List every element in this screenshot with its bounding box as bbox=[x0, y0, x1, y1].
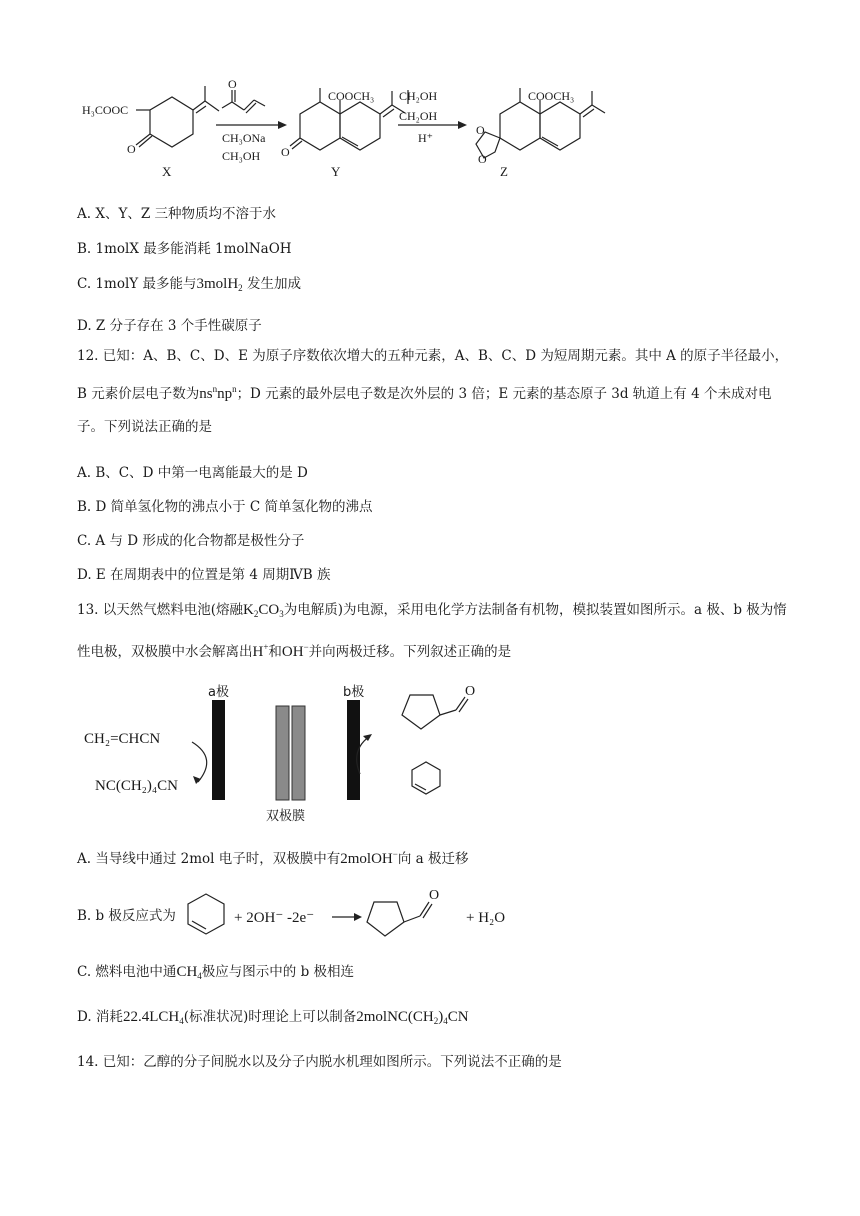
q13-c-formula-sub: 4 bbox=[197, 971, 202, 981]
q12-stem-part1: 12. 已知：A、B、C、D、E 为原子序数依次增大的五种元素，A、B、C、D 为短周期元素。其中 A 的原子半径最小，B 元素价层电子数为 bbox=[77, 348, 789, 402]
electrode-b-label: b极 bbox=[343, 685, 365, 700]
q13-stem-part3: 并向两极迁移。下列叙述正确的是 bbox=[308, 644, 512, 660]
q13-d-formula2-b: ) bbox=[438, 1009, 444, 1025]
q13-k-sub: 2 bbox=[253, 609, 259, 619]
q13-stem-part2: 为电解质)为电源，采用电化学方法制备有机物，模拟装置如图所示。a 极、b 极为惰性电极，双极膜中水会解离出 bbox=[77, 602, 787, 660]
q13-a-formula-sup: − bbox=[392, 849, 398, 859]
z-oxygen-2: O bbox=[478, 152, 487, 166]
q13-a-suffix: 向 a 极迁移 bbox=[397, 851, 469, 867]
q13-oh: OH bbox=[281, 644, 304, 660]
q13-stem bbox=[77, 594, 789, 669]
q12-np: np bbox=[217, 386, 233, 402]
q13-k2co3 bbox=[243, 602, 284, 618]
compound-z-label: Z bbox=[500, 164, 508, 179]
q13-d-formula1 bbox=[123, 1009, 184, 1025]
q11-c-formula-sub: 2 bbox=[238, 283, 243, 293]
reagent1-oxygen: O bbox=[228, 77, 237, 91]
q13-and: 和 bbox=[268, 644, 282, 660]
q12-option-b: B. D 简单氢化物的沸点小于 C 简单氢化物的沸点 bbox=[77, 499, 373, 515]
q13-d-formula1-sub: 4 bbox=[179, 1016, 184, 1026]
q13-c-prefix: C. 燃料电池中通 bbox=[77, 964, 177, 980]
reagent1-line2: CH₃OH bbox=[222, 149, 261, 163]
q13-option-d bbox=[77, 1005, 469, 1026]
q11-option-a: A. X、Y、Z 三种物质均不溶于水 bbox=[77, 206, 277, 222]
q13-b-tail: + H₂O bbox=[466, 910, 506, 926]
q11-c-formula-main: 3molH bbox=[196, 276, 239, 292]
q12-option-d: D. E 在周期表中的位置是第 4 周期ⅣB 族 bbox=[77, 567, 331, 583]
q13-co: CO bbox=[258, 602, 280, 618]
q13-d-prefix: D. 消耗 bbox=[77, 1009, 123, 1025]
q13-d-formula2-c: CN bbox=[447, 1009, 469, 1025]
q12-np-sup: n bbox=[232, 384, 237, 394]
q13-a-formula-main: 2molOH bbox=[340, 851, 393, 867]
q13-option-c bbox=[77, 960, 354, 981]
q14-stem: 14. 已知：乙醇的分子间脱水以及分子内脱水机理如图所示。下列说法不正确的是 bbox=[77, 1054, 562, 1070]
q13-co-sub: 3 bbox=[279, 609, 284, 619]
membrane-label: 双极膜 bbox=[266, 809, 306, 824]
q13-d-formula2-sub1: 2 bbox=[433, 1016, 439, 1026]
x-ketone-oxygen: O bbox=[127, 142, 136, 156]
q11-option-c-formula bbox=[196, 276, 242, 292]
q12-stem bbox=[77, 340, 789, 444]
q13-stem-part1: 13. 以天然气燃料电池(熔融 bbox=[77, 602, 244, 618]
compound-y-label: Y bbox=[331, 164, 341, 179]
q13-b-oxygen: O bbox=[429, 888, 440, 903]
q11-option-c-prefix: C. 1molY 最多能与 bbox=[77, 276, 197, 292]
x-ester-label: H₃COOC bbox=[82, 103, 129, 117]
q12-option-c: C. A 与 D 形成的化合物都是极性分子 bbox=[77, 533, 305, 549]
q13-oh-ion bbox=[282, 644, 309, 660]
q13-d-formula2-sub2: 4 bbox=[443, 1016, 448, 1026]
q13-d-formula1-main: 22.4LCH bbox=[122, 1009, 180, 1025]
q13-d-formula2-a: 2molNC(CH bbox=[356, 1009, 434, 1025]
reagent1-line1: CH₃ONa bbox=[222, 131, 266, 145]
q13-oh-sup: − bbox=[303, 642, 309, 652]
q13-option-b-equation bbox=[0, 880, 860, 950]
q12-stem-part2: ；D 元素的最外层电子数是次外层的 3 倍；E 元素的基态原子 3d 轨道上有 4 个未成对电子。下列说法正确的是 bbox=[77, 386, 772, 435]
q13-h: H bbox=[252, 644, 264, 660]
q13-c-formula bbox=[176, 964, 201, 980]
q13-d-formula2 bbox=[356, 1009, 468, 1025]
q13-d-middle: (标准状况)时理论上可以制备 bbox=[183, 1009, 357, 1025]
adiponitrile-label: NC(CH₂)₄CN bbox=[95, 778, 178, 794]
q12-ns: ns bbox=[199, 386, 213, 402]
q13-c-suffix: 极应与图示中的 b 极相连 bbox=[201, 964, 355, 980]
reagent2-catalyst: H⁺ bbox=[418, 131, 433, 145]
electrode-a bbox=[212, 700, 225, 800]
acrylonitrile-label: CH₂=CHCN bbox=[84, 731, 161, 747]
q11-option-b: B. 1molX 最多能消耗 1molNaOH bbox=[77, 241, 292, 257]
y-ester-label: COOCH₃ bbox=[328, 89, 375, 103]
q13-k: K bbox=[243, 602, 254, 618]
q11-option-c bbox=[77, 272, 301, 293]
aldehyde-oxygen: O bbox=[465, 684, 476, 699]
compound-x-label: X bbox=[162, 164, 172, 179]
q13-a-prefix: A. 当导线中通过 2mol 电子时，双极膜中有 bbox=[77, 851, 341, 867]
reagent2-line2: CH₂OH bbox=[399, 109, 438, 123]
q13-option-b-prefix: B. b 极反应式为 bbox=[77, 908, 176, 924]
electrolysis-figure bbox=[0, 680, 860, 840]
y-ketone-oxygen: O bbox=[281, 145, 290, 159]
z-ester-label: COOCH₃ bbox=[528, 89, 575, 103]
q13-option-a bbox=[77, 847, 468, 868]
bipolar-membrane-left bbox=[276, 706, 289, 800]
q13-a-formula bbox=[340, 851, 398, 867]
q13-h-ion bbox=[253, 644, 269, 660]
z-oxygen-1: O bbox=[476, 123, 485, 137]
q12-valence-formula bbox=[199, 386, 236, 402]
q11-option-d: D. Z 分子存在 3 个手性碳原子 bbox=[77, 318, 262, 334]
reaction-scheme bbox=[0, 0, 860, 200]
q13-c-formula-main: CH bbox=[176, 964, 198, 980]
q12-option-a: A. B、C、D 中第一电离能最大的是 D bbox=[77, 465, 308, 481]
q11-option-c-suffix: 发生加成 bbox=[242, 276, 301, 292]
bipolar-membrane-right bbox=[292, 706, 305, 800]
reagent2-line1: CH₂OH bbox=[399, 89, 438, 103]
q13-h-sup: + bbox=[263, 642, 269, 652]
electrode-a-label: a极 bbox=[208, 685, 229, 700]
q13-b-middle: + 2OH⁻ -2e⁻ bbox=[234, 910, 315, 926]
q12-ns-sup: n bbox=[212, 384, 218, 394]
